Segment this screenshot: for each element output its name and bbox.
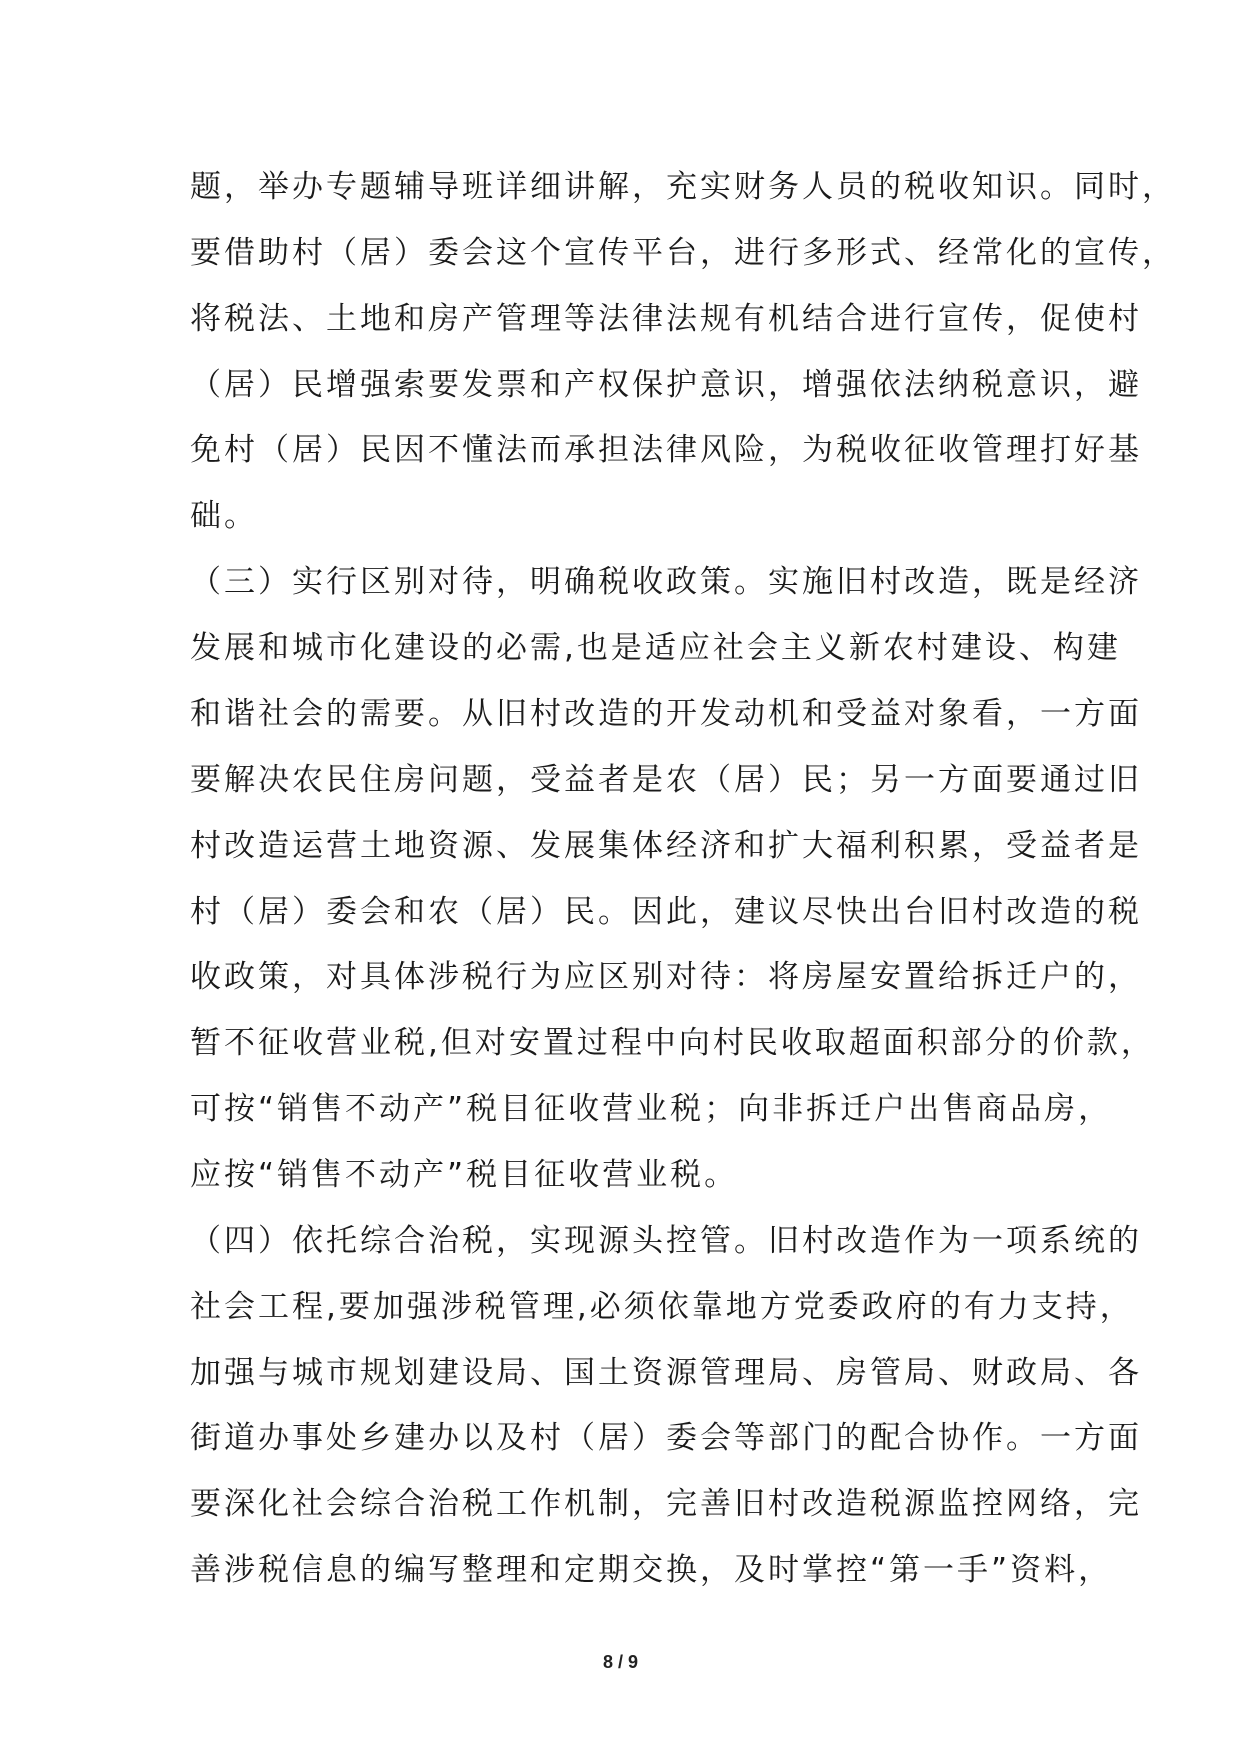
text-line: （四）依托综合治税，实现源头控管。旧村改造作为一项系统的	[190, 1223, 1142, 1259]
text-line: 和谐社会的需要。从旧村改造的开发动机和受益对象看，一方面	[190, 696, 1142, 732]
page-number: 8 / 9	[602, 1652, 639, 1672]
text-line: 社会工程,要加强涉税管理,必须依靠地方党委政府的有力支持，	[190, 1289, 1134, 1325]
text-line: （三）实行区别对待，明确税收政策。实施旧村改造，既是经济	[190, 564, 1142, 600]
text-line: 可按“销售不动产”税目征收营业税；向非拆迁户出售商品房，	[190, 1091, 1113, 1127]
text-line: 收政策，对具体涉税行为应区别对待：将房屋安置给拆迁户的，	[190, 959, 1142, 995]
text-line: 村改造运营土地资源、发展集体经济和扩大福利积累，受益者是	[190, 828, 1142, 864]
text-line: 发展和城市化建设的必需,也是适应社会主义新农村建设、构建	[190, 630, 1121, 666]
text-line: 暂不征收营业税,但对安置过程中向村民收取超面积部分的价款，	[190, 1025, 1155, 1061]
text-line: 要解决农民住房问题，受益者是农（居）民；另一方面要通过旧	[190, 762, 1142, 798]
text-line: 街道办事处乡建办以及村（居）委会等部门的配合协作。一方面	[190, 1420, 1142, 1456]
text-line: 要借助村（居）委会这个宣传平台，进行多形式、经常化的宣传，	[190, 235, 1176, 271]
text-line: 础。	[190, 498, 258, 534]
text-line: 题，举办专题辅导班详细讲解，充实财务人员的税收知识。同时，	[190, 169, 1176, 205]
text-line: 村（居）委会和农（居）民。因此，建议尽快出台旧村改造的税	[190, 894, 1142, 930]
text-line: 加强与城市规划建设局、国土资源管理局、房管局、财政局、各	[190, 1355, 1142, 1391]
text-line: （居）民增强索要发票和产权保护意识，增强依法纳税意识，避	[190, 367, 1142, 403]
text-line: 善涉税信息的编写整理和定期交换，及时掌控“第一手”资料，	[190, 1552, 1113, 1588]
text-line: 免村（居）民因不懂法而承担法律风险，为税收征收管理打好基	[190, 432, 1142, 468]
text-line: 要深化社会综合治税工作机制，完善旧村改造税源监控网络，完	[190, 1486, 1142, 1522]
text-line: 应按“销售不动产”税目征收营业税。	[190, 1157, 739, 1193]
text-line: 将税法、土地和房产管理等法律法规有机结合进行宣传，促使村	[190, 301, 1142, 337]
